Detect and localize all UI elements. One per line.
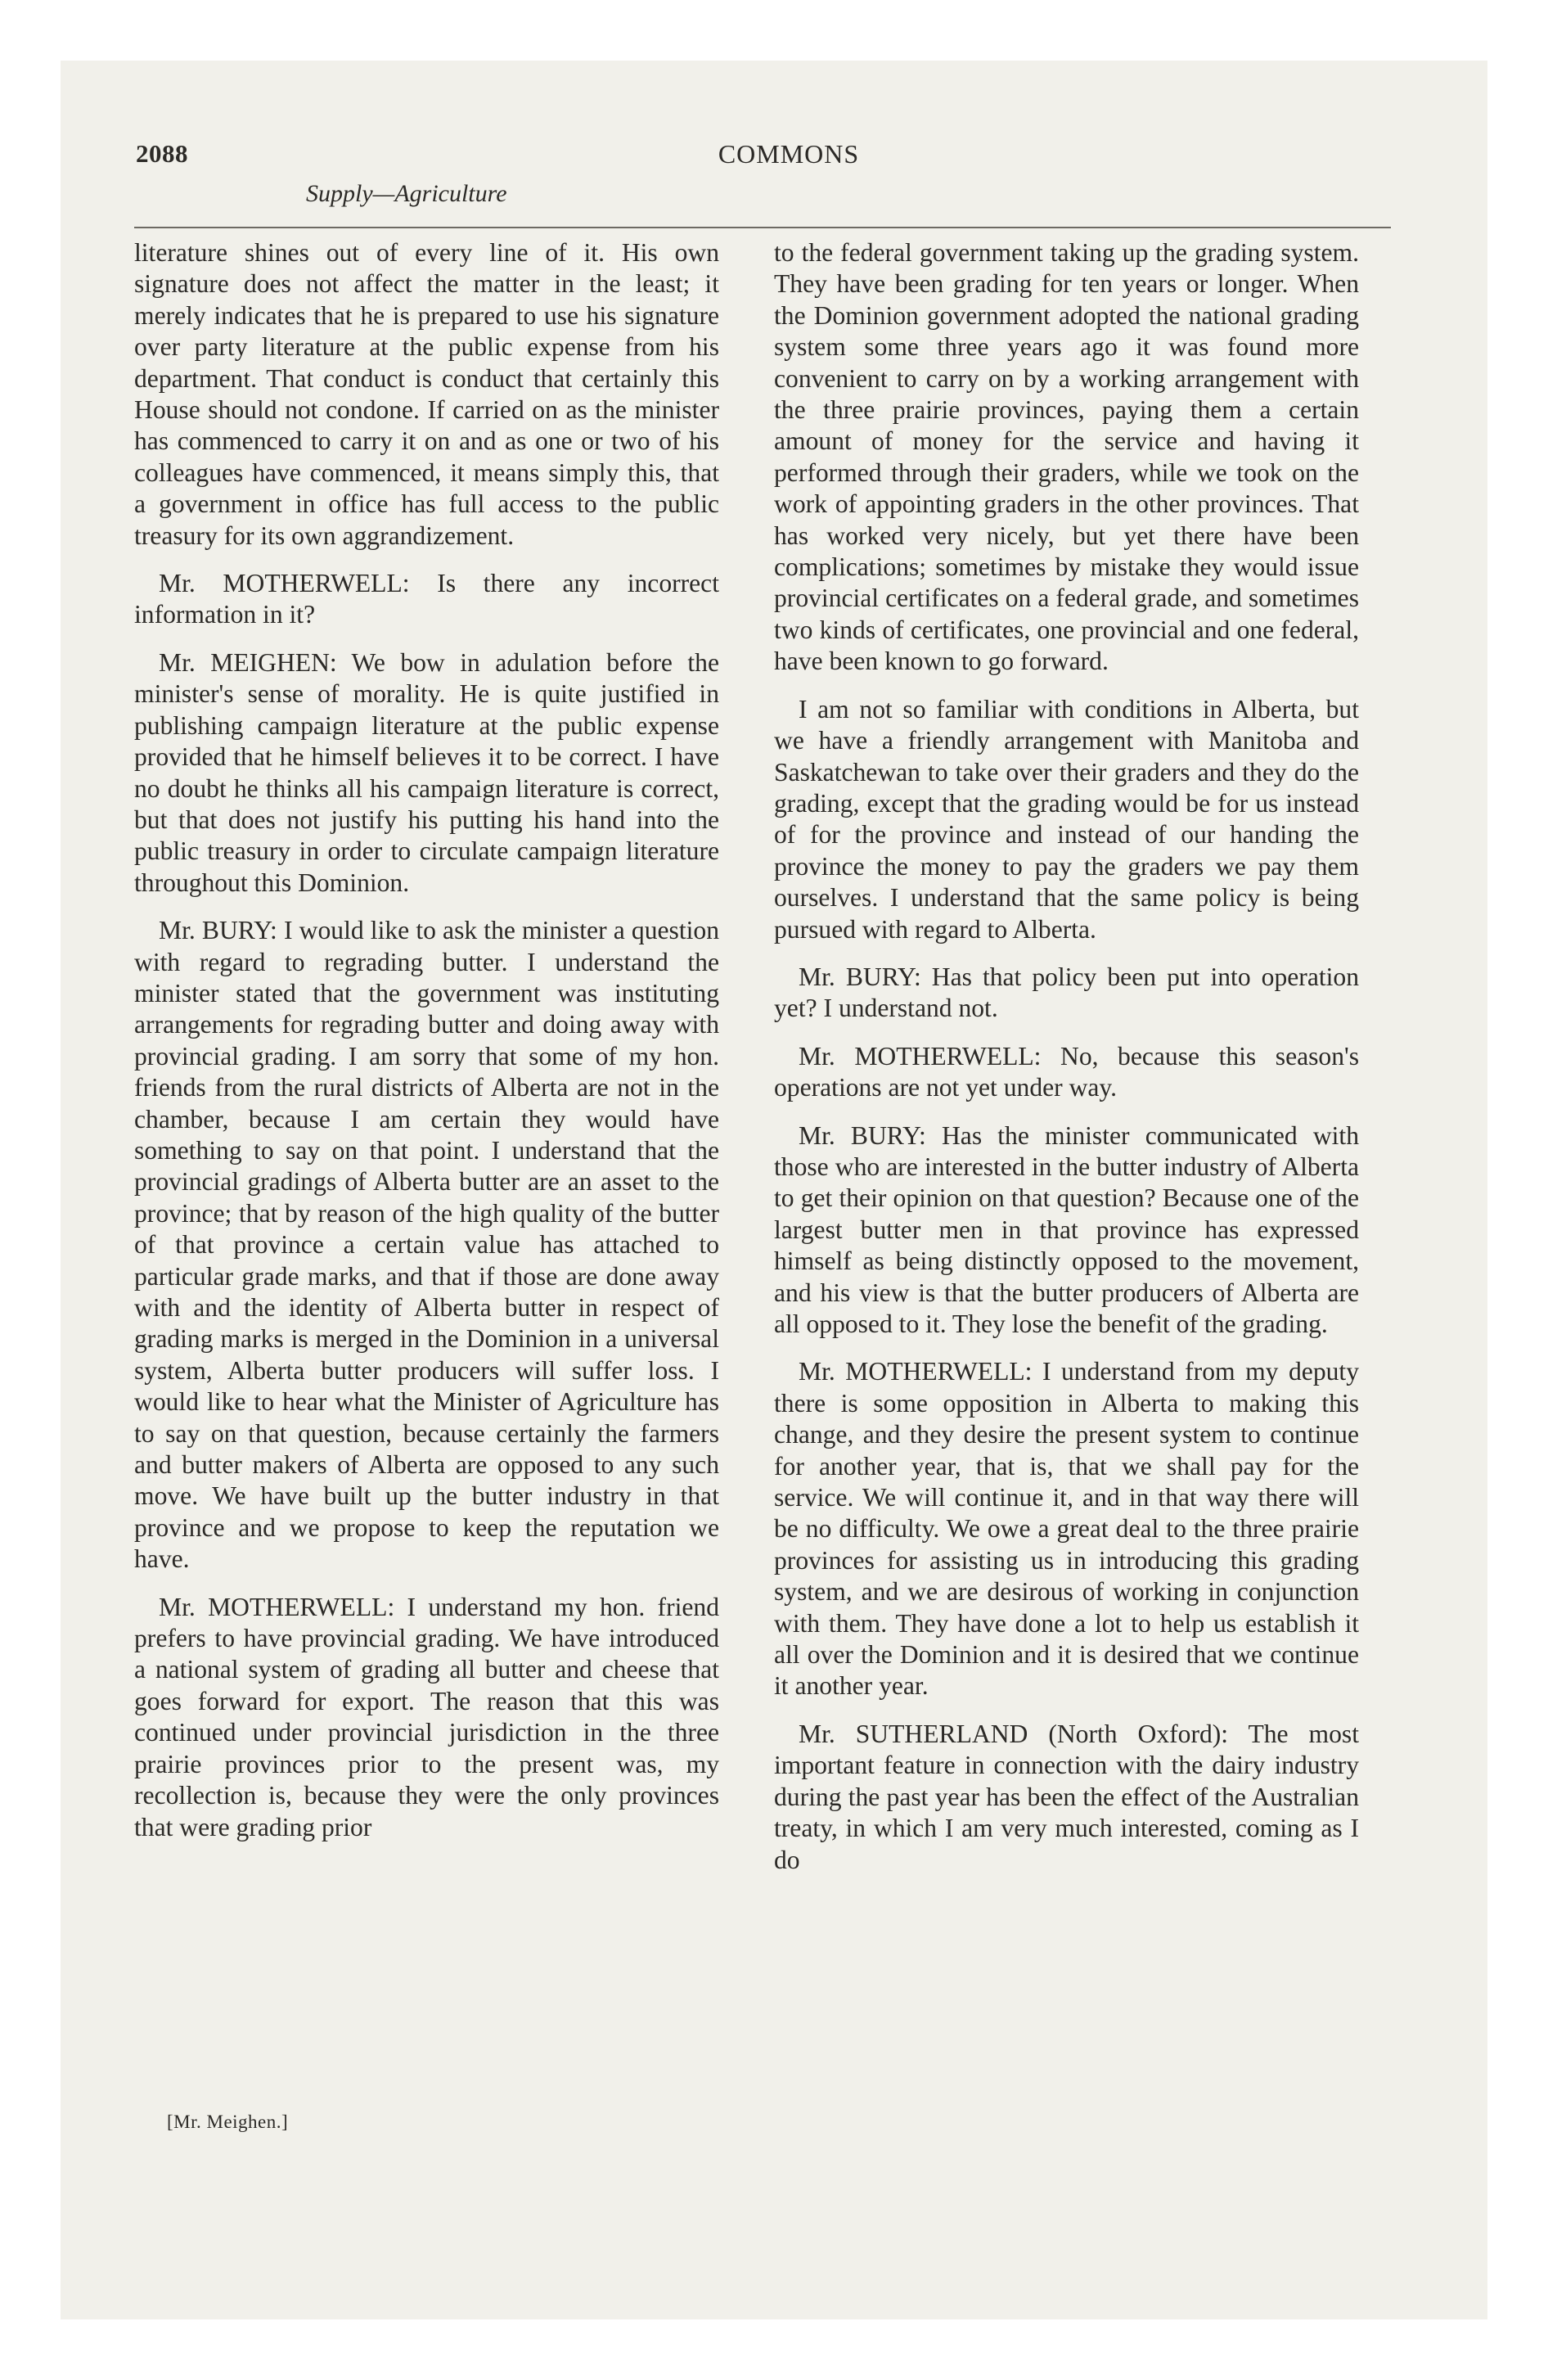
paragraph: Mr. MOTHERWELL: I understand from my deputy there is some opposition in Alberta to making this change, and they desire the present system to continue for another year, that is, that we shall pay for the service. We will continue it, and in that way there will be no difficulty. We owe a great deal to the three prairie provinces for assisting us in introducing this grading system, and we are desirous of working in conjunction with them. They have done a lot to help us establish it all over the Dominion and it is desired that we continue it another year. <box>774 1357 1359 1701</box>
paragraph: Mr. BURY: I would like to ask the minister a question with regard to regrading butter. I understand the minister stated that the government was instituting arrangements for regrading butter and doing away with provincial grading. I am sorry that some of my hon. friends from the rural districts of Alberta are not in the chamber, because I am certain they would have something to say on that point. I understand that the provincial gradings of Alberta butter are an asset to the province; that by reason of the high quality of the butter of that province a certain value has attached to particular grade marks, and that if those are done away with and the identity of Alberta butter in respect of grading marks is merged in the Dominion in a universal system, Alberta butter producers will suffer loss. I would like to hear what the Minister of Agriculture has to say on that question, because certainly the farmers and butter makers of Alberta are opposed to any such move. We have built up the butter industry in that province and we propose to keep the reputation we have. <box>134 916 719 1574</box>
paragraph: Mr. MOTHERWELL: I understand my hon. friend prefers to have provincial grading. We have introduced a national system of grading all butter and cheese that goes forward for export. The reason that this was continued under provincial jurisdiction in the three prairie provinces prior to the present was, my recollection is, because they were the only provinces that were grading prior <box>134 1592 719 1841</box>
paragraph: Mr. MOTHERWELL: Is there any incorrect information in it? <box>134 569 719 629</box>
page-number: 2088 <box>136 139 188 168</box>
paragraph: Mr. MEIGHEN: We bow in adulation before the minister's sense of morality. He is quite justified in publishing campaign literature at the public expense provided that he himself believes it to be correct. I have no doubt he thinks all his campaign literature is correct, but that does not justify his putting his hand into the public treasury in order to circulate campaign literature throughout this Dominion. <box>134 647 719 897</box>
running-head-title: COMMONS <box>718 139 860 169</box>
header-rule <box>134 227 1391 228</box>
paragraph: Mr. MOTHERWELL: No, because this season's operations are not yet under way. <box>774 1041 1359 1102</box>
document-page <box>134 139 1411 2251</box>
paragraph: Mr. SUTHERLAND (North Oxford): The most important feature in connection with the dairy industry during the past year has been the effect of the Australian treaty, in which I am very much interested, coming as I do <box>774 1719 1359 1874</box>
right-column <box>774 237 1359 1892</box>
paragraph: Mr. BURY: Has that policy been put into operation yet? I understand not. <box>774 962 1359 1023</box>
paragraph: literature shines out of every line of it. His own signature does not affect the matter in the least; it merely indicates that he is prepared to use his signature over party literature at the public expense from his department. That conduct is conduct that certainly this House should not condone. If carried on as the minister has commenced to carry it on and as one or two of his colleagues have commenced, it means simply this, that a government in office has full access to the public treasury for its own aggrandizement. <box>134 238 719 550</box>
paragraph: Mr. BURY: Has the minister communicated with those who are interested in the butter industry of Alberta to get their opinion on that question? Because one of the largest butter men in that province has expressed himself as being distinctly opposed to the movement, and his view is that the butter producers of Alberta are all opposed to it. They lose the benefit of the grading. <box>774 1120 1359 1338</box>
speaker-footnote: [Mr. Meighen.] <box>167 2112 289 2132</box>
paragraph: to the federal government taking up the grading system. They have been grading for ten years or longer. When the Dominion government adopted the national grading system some three years ago it was found more convenient to carry on by a working arrangement with the three prairie provinces, paying them a certain amount of money for the service and having it performed through their graders, while we took on the work of appointing graders in the other provinces. That has worked very nicely, but yet there have been complications; sometimes by mistake they would issue provincial certificates on a federal grade, and sometimes two kinds of certificates, one provincial and one federal, have been known to go forward. <box>774 238 1359 676</box>
paragraph: I am not so familiar with conditions in Alberta, but we have a friendly arrangement with Manitoba and Saskatchewan to take over their graders and they do the grading, except that the grading would be for us instead of for the province and instead of our handing the province the money to pay the graders we pay them ourselves. I understand that the same policy is being pursued with regard to Alberta. <box>774 694 1359 944</box>
running-head-subtitle: Supply—Agriculture <box>306 180 507 207</box>
left-column <box>134 237 719 1859</box>
